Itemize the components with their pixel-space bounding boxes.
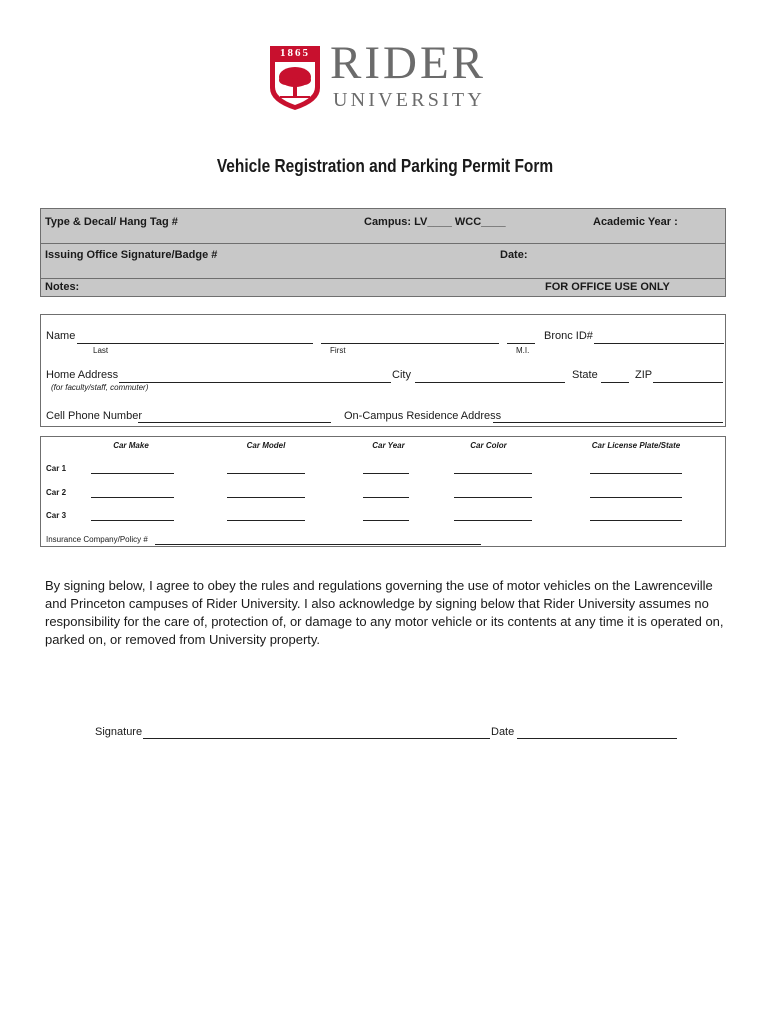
last-caption: Last [93, 346, 109, 355]
logo-wordmark: RIDER [330, 37, 486, 89]
academic-year-field[interactable]: Academic Year : [593, 216, 678, 228]
car-2-year-input[interactable] [363, 497, 409, 498]
car-1-year-input[interactable] [363, 473, 409, 474]
car-3-color-input[interactable] [454, 520, 532, 521]
car-3-year-input[interactable] [363, 520, 409, 521]
first-caption: First [330, 346, 346, 355]
campus-field[interactable]: Campus: LV____ WCC____ [364, 216, 506, 228]
vehicle-info-box [40, 436, 726, 547]
zip-input[interactable] [653, 382, 723, 383]
mi-caption: M.I. [516, 346, 530, 355]
personal-info-box [40, 314, 726, 427]
type-decal-field[interactable]: Type & Decal/ Hang Tag # [45, 216, 178, 228]
car-2-plate-input[interactable] [590, 497, 682, 498]
home-address-note: (for faculty/staff, commuter) [51, 383, 149, 392]
car-1-make-input[interactable] [91, 473, 174, 474]
zip-label: ZIP [635, 369, 653, 381]
car-3-plate-input[interactable] [590, 520, 682, 521]
car-1-label: Car 1 [46, 464, 67, 473]
car-2-color-input[interactable] [454, 497, 532, 498]
signature-date-input[interactable] [517, 738, 677, 739]
residence-label: On-Campus Residence Address [344, 410, 502, 422]
cell-phone-input[interactable] [138, 422, 331, 423]
last-name-input[interactable] [77, 343, 313, 344]
form-title: Vehicle Registration and Parking Permit Form [216, 156, 554, 176]
car-3-make-input[interactable] [91, 520, 174, 521]
cell-phone-label: Cell Phone Number [46, 410, 142, 422]
car-1-plate-input[interactable] [590, 473, 682, 474]
car-1-color-input[interactable] [454, 473, 532, 474]
city-label: City [392, 369, 411, 381]
car-3-model-input[interactable] [227, 520, 305, 521]
residence-input[interactable] [493, 422, 723, 423]
signature-date-label: Date [491, 726, 515, 738]
office-use-box [40, 208, 726, 297]
insurance-label: Insurance Company/Policy # [46, 535, 148, 544]
middle-initial-input[interactable] [507, 343, 535, 344]
signature-label: Signature [95, 726, 143, 738]
car-2-make-input[interactable] [91, 497, 174, 498]
home-address-input[interactable] [119, 382, 391, 383]
bronc-id-input[interactable] [594, 343, 724, 344]
logo-year: 1865 [280, 47, 310, 59]
signature-input[interactable] [143, 738, 490, 739]
agreement-text: By signing below, I agree to obey the rules and regulations governing the use of motor vehicles on the Lawrenceville and Princeton campuses of Rider University. I also acknowledge by signing below that Rider University assumes no responsibility for the care of, protection of, or damage to any motor vehicle or its contents at any time it is operated on, parked on, or removed from University property. [45, 578, 724, 647]
home-address-label: Home Address [46, 369, 119, 381]
car-1-model-input[interactable] [227, 473, 305, 474]
col-header-model: Car Model [246, 441, 286, 450]
bronc-id-label: Bronc ID# [544, 330, 593, 342]
car-2-model-input[interactable] [227, 497, 305, 498]
col-header-make: Car Make [113, 441, 149, 450]
name-label: Name [46, 330, 76, 342]
car-3-label: Car 3 [46, 511, 67, 520]
notes-field[interactable]: Notes: [45, 281, 80, 293]
issuing-office-field[interactable]: Issuing Office Signature/Badge # [45, 249, 218, 261]
city-input[interactable] [415, 382, 565, 383]
office-use-label: FOR OFFICE USE ONLY [545, 281, 670, 293]
first-name-input[interactable] [321, 343, 499, 344]
state-input[interactable] [601, 382, 629, 383]
col-header-color: Car Color [470, 441, 507, 450]
insurance-input[interactable] [155, 544, 481, 545]
car-2-label: Car 2 [46, 488, 67, 497]
office-date-field[interactable]: Date: [500, 249, 528, 261]
state-label: State [572, 369, 598, 381]
col-header-year: Car Year [372, 441, 405, 450]
logo-subtitle: UNIVERSITY [333, 89, 485, 111]
col-header-plate: Car License Plate/State [591, 441, 681, 450]
